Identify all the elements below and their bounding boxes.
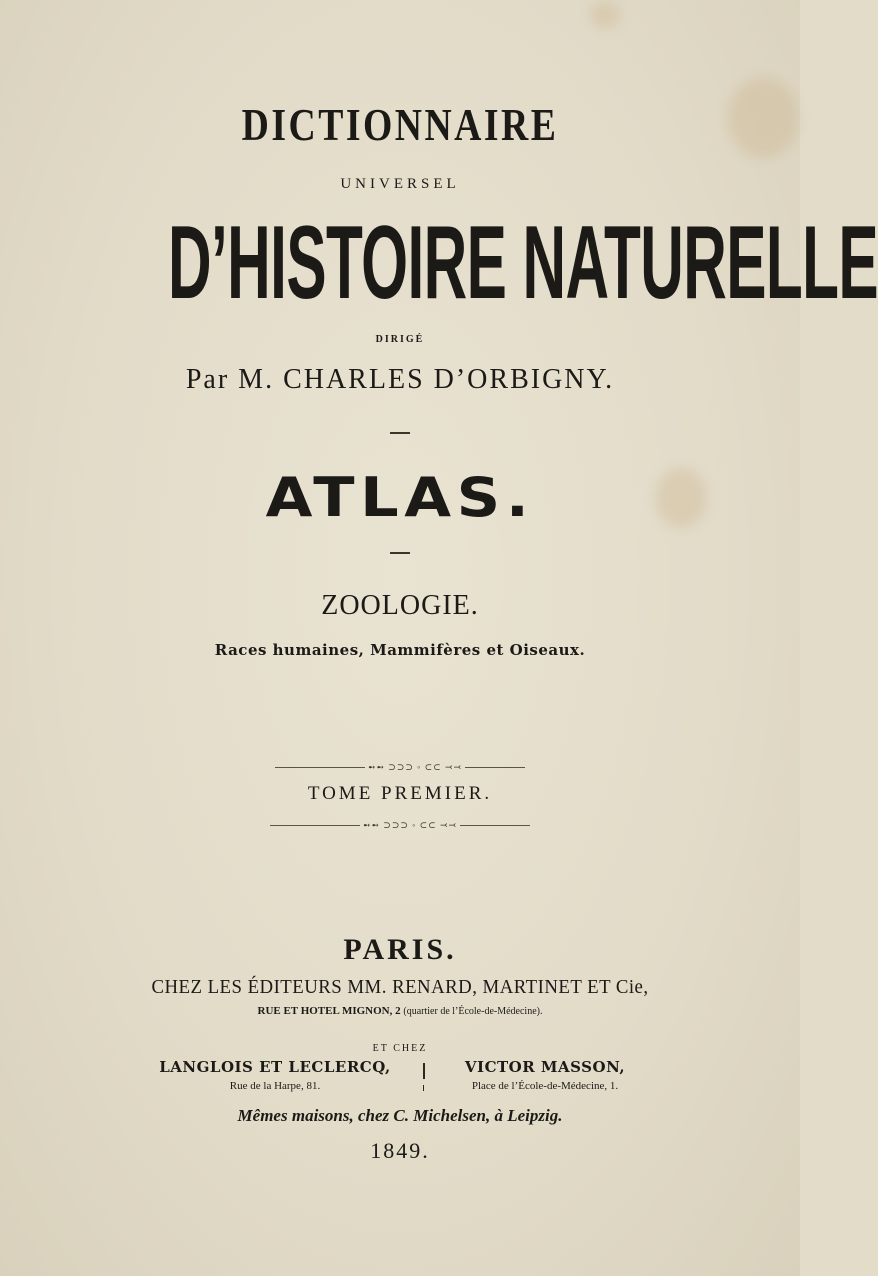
bookseller-left-name: LANGLOIS ET LECLERCQ, [159,1058,391,1076]
publishers-line: CHEZ LES ÉDITEURS MM. RENARD, MARTINET ET Cie, [151,976,649,998]
contents-line: Races humaines, Mammifères et Oiseaux. [214,641,586,659]
publication-year: 1849. [370,1138,430,1163]
bookseller-right [405,1058,685,1092]
ornament-rule-bottom [0,820,800,831]
title-dictionnaire: DICTIONNAIRE [241,99,559,150]
bookseller-right-address: Place de l’École-de-Médecine, 1. [471,1080,619,1092]
zoologie-heading: ZOOLOGIE. [321,590,479,621]
bookseller-left [140,1058,410,1092]
dirige-label: DIRIGÉ [375,334,425,345]
rule-line [275,767,365,768]
atlas-heading: ATLAS. [265,466,535,529]
address-main: RUE ET HOTEL MIGNON, 2 [257,1005,401,1017]
city-paris: PARIS. [343,933,457,966]
rule-line [270,825,360,826]
publisher-address [0,1005,800,1017]
rule-line [465,767,525,768]
leipzig-line: Mêmes maisons, chez C. Michelsen, à Leipzig. [237,1106,563,1125]
address-note: (quartier de l’École-de-Médecine). [403,1006,543,1017]
tome-premier: TOME PREMIER. [307,783,493,804]
short-divider [390,432,410,434]
short-divider [390,552,410,554]
ornament-glyphs: ➻➻ ⊃⊃⊃ ◦ ⊂⊂ ⤙⤙ [367,762,463,772]
title-universel: UNIVERSEL [340,176,460,192]
ornament-rule-top [0,762,800,773]
paper-stain [590,2,620,28]
bookseller-left-address: Rue de la Harpe, 81. [229,1080,321,1092]
bookseller-right-name: VICTOR MASSON, [464,1058,626,1076]
ornament-glyphs: ➻➻ ⊃⊃⊃ ◦ ⊂⊂ ⤙⤙ [362,820,458,830]
author-line: Par M. CHARLES D’ORBIGNY. [185,364,615,395]
rule-line [460,825,530,826]
paper-stain [728,78,798,158]
et-chez: ET CHEZ [372,1043,428,1054]
title-histoire-naturelle: D’HISTOIRE NATURELLE [168,205,878,321]
